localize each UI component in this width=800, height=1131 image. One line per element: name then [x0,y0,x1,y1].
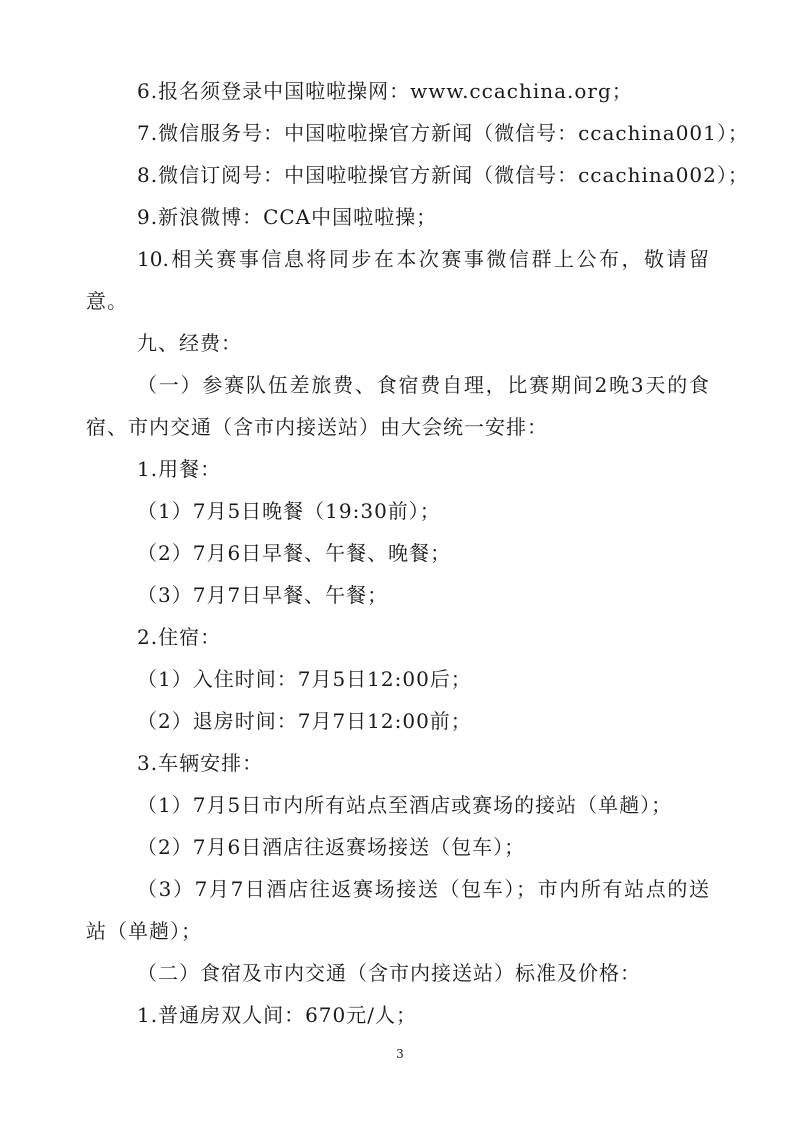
lodging-heading: 2.住宿： [137,625,222,649]
vehicle-july-6: （2）7月6日酒店往返赛场接送（包车）； [137,835,526,859]
meals-heading: 1.用餐： [137,457,222,481]
fees-arrangement-continuation: 宿、市内交通（含市内接送站）由大会统一安排： [86,415,548,439]
check-in-time: （1）入住时间：7月5日12:00后； [137,667,472,691]
vehicle-july-5: （1）7月5日市内所有站点至酒店或赛场的接站（单趟）； [137,793,673,817]
vehicle-july-7-line: （3）7月7日酒店往返赛场接送（包车）；市内所有站点的送 [137,877,709,901]
standard-double-room-price: 1.普通房双人间：670元/人； [137,1003,417,1027]
wechat-group-notice-line: 10.相关赛事信息将同步在本次赛事微信群上公布，敬请留 [137,247,709,271]
vehicle-july-7-continuation: 站（单趟）； [86,919,202,943]
meal-july-5: （1）7月5日晚餐（19:30前）； [137,499,441,523]
check-out-time: （2）退房时间：7月7日12:00前； [137,709,472,733]
signup-website-line: 6.报名须登录中国啦啦操网：www.ccachina.org； [137,79,633,103]
fees-arrangement-line: （一）参赛队伍差旅费、食宿费自理，比赛期间2晚3天的食 [137,373,709,397]
pricing-heading: （二）食宿及市内交通（含市内接送站）标准及价格： [137,961,641,985]
page-number: 3 [396,1047,404,1061]
meal-july-6: （2）7月6日早餐、午餐、晚餐； [137,541,452,565]
vehicle-heading: 3.车辆安排： [137,751,264,775]
fees-section-heading: 九、经费： [137,331,242,355]
weibo-line: 9.新浪微博：CCA中国啦啦操； [137,205,438,229]
wechat-service-account-line: 7.微信服务号：中国啦啦操官方新闻（微信号：ccachina001）； [137,121,749,145]
wechat-subscription-account-line: 8.微信订阅号：中国啦啦操官方新闻（微信号：ccachina002）； [137,163,749,187]
wechat-group-notice-continuation: 意。 [86,289,128,313]
meal-july-7: （3）7月7日早餐、午餐； [137,583,389,607]
